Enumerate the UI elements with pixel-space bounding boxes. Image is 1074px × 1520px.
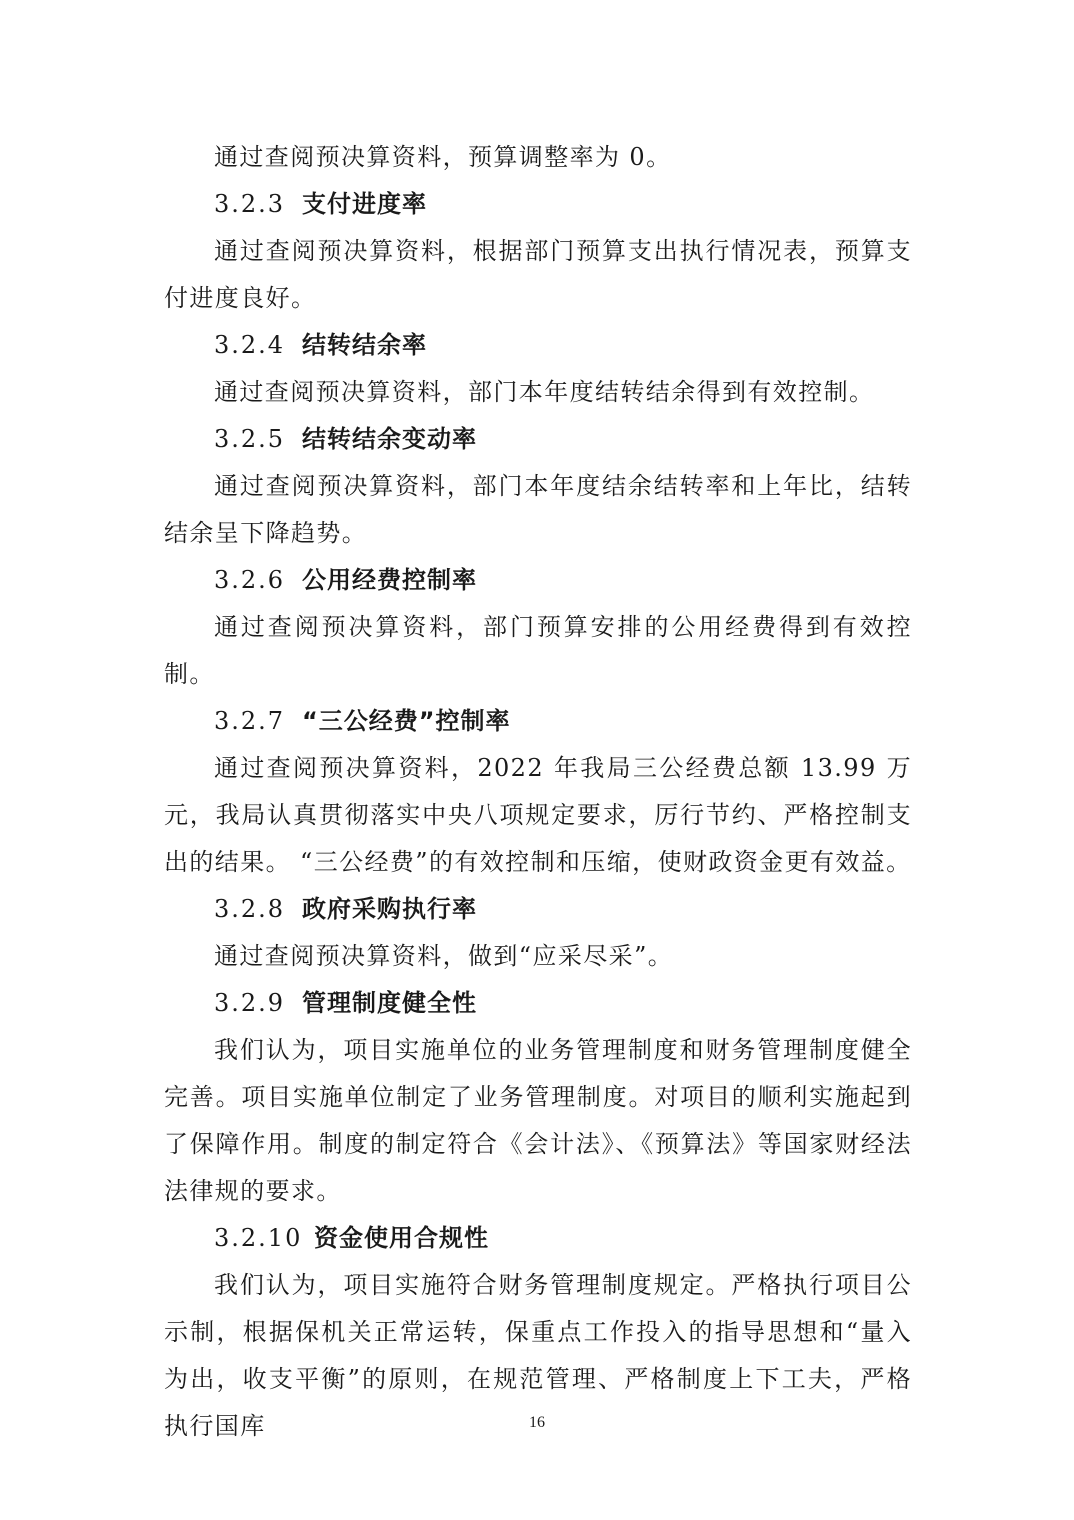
paragraph-carryover-change: 通过查阅预决算资料，部门本年度结余结转率和上年比，结转结余呈下降趋势。: [164, 472, 912, 547]
section-title: 结转结余变动率: [302, 425, 477, 453]
section-number: 3.2.9: [214, 989, 286, 1017]
section-heading-3-2-7: [164, 698, 912, 745]
section-number: 3.2.5: [214, 425, 286, 453]
section-title: 结转结余率: [302, 331, 427, 359]
section-heading-3-2-10: [164, 1215, 912, 1262]
page-number: 16: [529, 1414, 545, 1431]
paragraph-budget-adjustment: 通过查阅预决算资料，预算调整率为 0。: [214, 143, 672, 171]
section-heading-3-2-6: [164, 557, 912, 604]
section-number: 3.2.4: [214, 331, 286, 359]
section-number: 3.2.7: [214, 707, 286, 735]
section-title: 政府采购执行率: [302, 895, 477, 923]
section-number: 3.2.10: [214, 1224, 303, 1252]
section-title: 管理制度健全性: [302, 989, 477, 1017]
paragraph-carryover-rate: 通过查阅预决算资料，部门本年度结转结余得到有效控制。: [214, 378, 875, 406]
section-heading-3-2-3: [164, 181, 912, 228]
section-heading-3-2-8: [164, 886, 912, 933]
section-heading-3-2-4: [164, 322, 912, 369]
paragraph-payment-progress: 通过查阅预决算资料，根据部门预算支出执行情况表，预算支付进度良好。: [164, 237, 912, 312]
paragraph-procurement: 通过查阅预决算资料，做到“应采尽采”。: [214, 942, 674, 970]
section-title: 公用经费控制率: [302, 566, 477, 594]
section-number: 3.2.8: [214, 895, 286, 923]
section-heading-3-2-5: [164, 416, 912, 463]
paragraph-fund-compliance: 我们认为，项目实施符合财务管理制度规定。严格执行项目公示制，根据保机关正常运转，保重点工作投入的指导思想和“量入为出，收支平衡”的原则，在规范管理、严格制度上下工夫，严格执行国库: [164, 1271, 912, 1440]
page-body: [164, 134, 912, 1450]
paragraph-three-public-expenses: 通过查阅预决算资料，2022 年我局三公经费总额 13.99 万元，我局认真贯彻落实中央八项规定要求，厉行节约、严格控制支出的结果。 “三公经费”的有效控制和压缩，使财政资金更有效益。: [164, 754, 912, 876]
paragraph-public-funds: 通过查阅预决算资料，部门预算安排的公用经费得到有效控制。: [164, 613, 912, 688]
section-title: “三公经费”控制率: [302, 707, 511, 735]
section-number: 3.2.6: [214, 566, 286, 594]
paragraph-management-system: 我们认为，项目实施单位的业务管理制度和财务管理制度健全完善。项目实施单位制定了业务管理制度。对项目的顺利实施起到了保障作用。制度的制定符合《会计法》、《预算法》等国家财经法法律规的要求。: [164, 1036, 912, 1205]
section-title: 支付进度率: [302, 190, 427, 218]
section-number: 3.2.3: [214, 190, 286, 218]
section-title: 资金使用合规性: [314, 1224, 489, 1252]
section-heading-3-2-9: [164, 980, 912, 1027]
